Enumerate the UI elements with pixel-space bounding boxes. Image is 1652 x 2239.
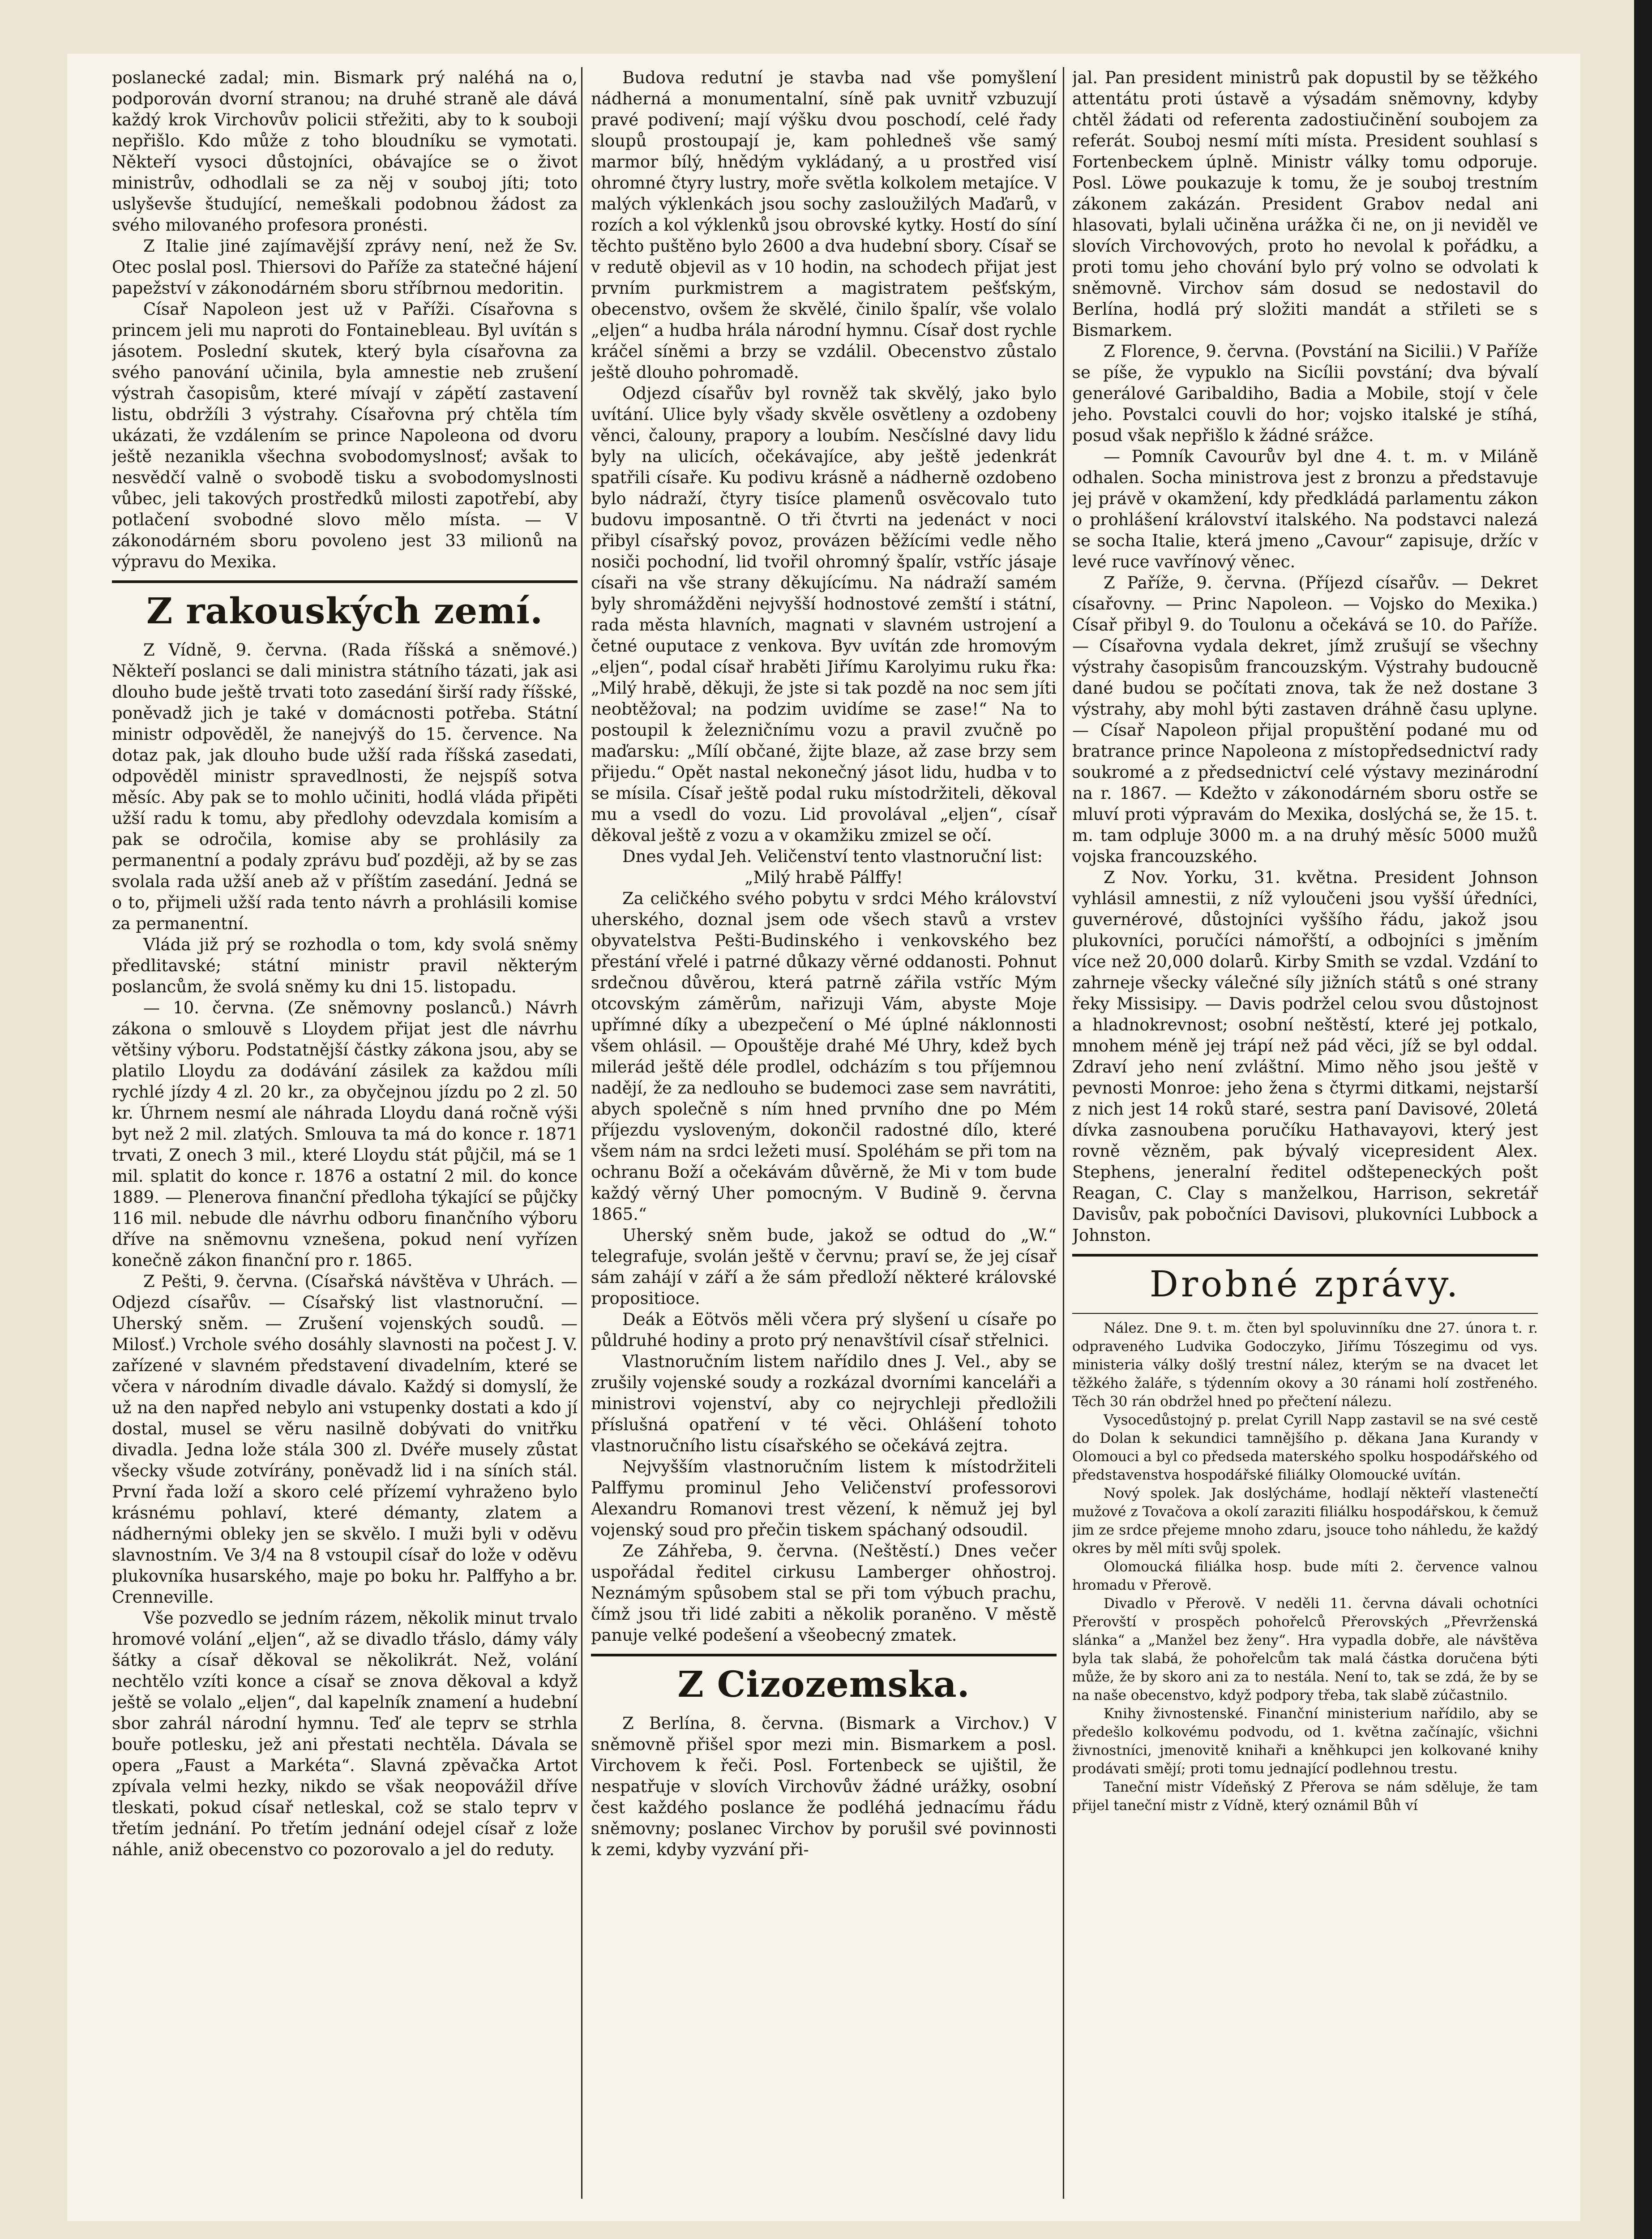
news-item: Nález. Dne 9. t. m. čten byl spoluvinníku dne 27. února t. r. odpraveného Ludvika Godoczyko, Jiřímu Tószegimu od vys. ministeria války došlý trestní nález, kterým se na dvacet let těžkého žaláře, s týdenním okovy a 30 ránami holí zostřeného. Těch 30 rán obdržel hned po přečtení nálezu. bbox=[1072, 1320, 1538, 1410]
article-paragraph: Z Pešti, 9. června. (Císařská návštěva v Uhrách. — Odjezd císařův. — Císařský list vlastnoruční. — Uherský sněm. — Zrušení vojenských soudů. — Milosť.) Vrchole svého dosáhly slavnosti na počest J. V. zařízené v slavném představení divadelním, které se včera v národním divadle dávalo. Každý si domyslí, že už na den napřed nebylo ani vstupenky dostati a kdo jí dostal, musel se věru nasilně dobývati do vnitřku divadla. Jedna lože stála 300 zl. Dvéře musely zůstat všecky všude zotvírány, poněvadž lid i na síních stál. První řada loží a skoro celé přízemí vyhraženo bylo krásnému pohlaví, které démanty, zlatem a nádhernými obleky jen se skvělo. I muži byli v oděvu slavnostním. Ve 3/4 na 8 vstoupil císař do lože v oděvu plukovníka husarského, maje po boku hr. Palffyho a br. Crenneville. bbox=[112, 1272, 578, 1607]
section-rule bbox=[1072, 1313, 1538, 1314]
scan-edge bbox=[1634, 0, 1652, 2239]
news-item: Divadlo v Přerově. V neděli 11. června dávali ochotníci Přerovští v prospěch pohořelců Přerovských „Převrženská slánka“ a „Manžel bez ženy“. Hra vypadla dobře, ale návštěva byla tak slabá, že pohořelcům tak malá částka doručena býti může, že by skoro ani za to nestála. Není to, tak se zdá, že by se na naše obecenstvo, když podpory třeba, tak slabě zúčastnilo. bbox=[1072, 1596, 1538, 1703]
article-paragraph: Císař Napoleon jest už v Paříži. Císařovna s princem jeli mu naproti do Fontainebleau. Byl uvítán s jásotem. Poslední skutek, který byla císařovna za svého panování učinila, byla amnestie neb zrušení výstrah časopisům, které mívají v zápětí zastavení listu, obdržíli 3 výstrahy. Císařovna prý chtěla tím ukázati, že vzdálením se prince Napoleona od dvoru ještě nezanikla všechna svobodomyslnosť; avšak to nesvědčí valně o svobodě tisku a svobodomyslnosti vůbec, jeli takových prostředků milosti zapotřebí, aby potlačení svobodné slovo mělo místa. — V zákonodárném sboru povoleno jest 33 milionů na výpravu do Mexika. bbox=[112, 300, 578, 571]
news-item: Knihy živnostenské. Finanční ministerium nařídilo, aby se předešlo kolkovému podvodu, od 1. května začínajíc, všichni živnostníci, jmenovitě knihaři a kněhkupci jen kolkované knihy prodávati smějí; proti tomu jednající podlehnou trestu. bbox=[1072, 1706, 1538, 1777]
article-paragraph: Z Italie jiné zajímavější zprávy není, než že Sv. Otec poslal posl. Thiersovi do Paříže za statečné hájení papežství v zákonodárném sboru stříbrnou medoritin. bbox=[112, 236, 578, 298]
section-rule bbox=[1072, 1254, 1538, 1257]
article-paragraph: Z Paříže, 9. června. (Příjezd císařův. — Dekret císařovny. — Princ Napoleon. — Vojsko do Mexika.) Císař přibyl 9. do Toulonu a očekává se 10. do Paříže. — Císařovna vydala dekret, jímž zrušují se všechny výstrahy časopisům francouzským. Výstrahy budoucně dané budou se počítati znova, tak že než dostane 3 výstrahy, aby mohl býti zastaven dráhně času uplyne. — Císař Napoleon přijal propuštění podané mu od bratrance prince Napoleona z místopředsednictví rady soukromé a z předsednictví celé výstavy mezinárodní na r. 1867. — Kdežto v zákonodárném sboru ostře se mluví proti výpravám do Mexika, doslýchá se, že 15. t. m. tam odpluje 3000 m. a na druhý měsíc 5000 mužů vojska francouzského. bbox=[1072, 573, 1538, 866]
section-title-short-news: Drobné zprávy. bbox=[1149, 1263, 1461, 1305]
article-paragraph: Z Nov. Yorku, 31. května. President Johnson vyhlásil amnestii, z níž vyloučeni jsou vyšší úředníci, guvernérové, důstojníci vyššího řádu, jakož jsou plukovníci, poručíci námořští, a odbojníci s jměním více než 20,000 dolarů. Kirby Smith se vzdal. Vzdání to zahrneje všecky válečné síly jižních států s oné strany řeky Missisipy. — Davis podržel celou svou důstojnost a hladnokrevnost; osobní neštěstí, které jej potkalo, mnohem méně jej trápí než pád věci, jíž se byl oddal. Zdraví jeho není zvláštní. Mimo něho jsou ještě v pevnosti Monroe: jeho žena s čtyrmi ditkami, nejstarší z nich jest 14 roků staré, sestra paní Davisové, 20letá dívka zasnoubena poručíku Hathavayovi, který jest rovně vězněm, pak bývalý vicepresident Alex. Stephens, jeneralní ředitel odštepeneckých pošt Reagan, C. Clay s manželkou, Harrison, sekretář Davisův, pak pobočníci Davisovi, plukovníci Lubbock a Johnston. bbox=[1072, 868, 1538, 1245]
article-paragraph: — 10. června. (Ze sněmovny poslanců.) Návrh zákona o smlouvě s Lloydem přijat jest dle návrhu většiny výboru. Podstatnější částky zákona jsou, aby se platilo Lloydu za dodávání zásilek za každou míli rychlé jízdy 4 zl. 20 kr., za obyčejnou jízdu po 2 zl. 50 kr. Úhrnem nesmí ale náhrada Lloydu daná ročně výši byt než 2 mil. zlatých. Smlouva ta má do konce r. 1871 trvati, Z onech 3 mil., které Lloydu stát půjčil, má se 1 mil. splatit do konce r. 1876 a ostatní 2 mil. do konce 1889. — Plenerova finanční předloha týkající se půjčky 116 mil. nebude dle návrhu odboru finančního výboru dříve na sněmovnu vznešena, pokud není vyřízen konečně zákon finanční pro r. 1865. bbox=[112, 998, 578, 1270]
newspaper-page bbox=[67, 54, 1580, 2221]
article-paragraph: poslanecké zadal; min. Bismark prý naléhá na o, podporován dvorní stranou; na druhé straně ale dává každý krok Virchovův policii střežiti, aby to k souboji nepřišlo. Kdo může z toho bloudníku se vymotati. Někteří vysoci důstojníci, obávajíce se o život ministrův, odhodlali se za něj v souboj jíti; toto uslyševše študující, nemeškali podobnou žádost za svého milovaného profesora pronésti. bbox=[112, 68, 578, 235]
article-paragraph: jal. Pan president ministrů pak dopustil by se těžkého attentátu proti ústavě a výsadám sněmovny, kdyby chtěl žádati od referenta zadostiučinění soubojem za referát. Souboj nesmí míti místa. President souhlasí s Fortenbeckem úplně. Ministr války tomu odporuje. Posl. Löwe poukazuje k tomu, že je souboj trestním zákonem zakázán. President Grabov nedal ani hlasovati, bylali učiněna urážka či ne, on ji neviděl ve slovích Virchovových, proto ho nevolal k pořádku, a proti tomu jeho chování bylo prý volno se odvolati k sněmovně. Virchov sám dosud se nedostavil do Berlína, hodlá prý složiti mandát a střileti se s Bismarkem. bbox=[1072, 68, 1538, 340]
article-paragraph: Budova redutní je stavba nad vše pomyšlení nádherná a monumentalní, síně pak uvnitř vzbuzují pravé podivení; mají výšku dvou poschodí, celé řady sloupů prostoupají je, kam pohledneš vše samý marmor bílý, hnědým vykládaný, a u prostřed visí ohromné čtyry lustry, moře světla kolkolem metajíce. V malých výklenkách jsou sochy zasloužilých Maďarů, v rozích a kol výklenků jsou obrovské kytky. Hostí do síní těchto puštěno bylo 2600 a dva hudební sbory. Císař se v redutě objevil as v 10 hodin, na schodech přijat jest prvním purkmistrem a magistratem pešťským, obecenstvo, ovšem že skvělé, činilo špalír, vše volalo „eljen“ a hudba hrála národní hymnu. Císař dost rychle kráčel síněmi a brzy se vzdálil. Obecenstvo zůstalo ještě dlouho pohromadě. bbox=[591, 68, 1057, 382]
letter-body: Za celičkého svého pobytu v srdci Mého království uherského, doznal jsem ode všech stavů a vrstev obyvatelstva Pešti-Budinského i venkovského bez přestání vřelé i patrné důkazy věrné oddanosti. Pohnut srdečnou důvěrou, která patrně zářila vstříc Mým otcovským záměrům, nařizuji Vám, abyste Moje upřímné díky a ubezpečení o Mé úplné náklonnosti všem ohlásil. — Opouštěje drahé Mé Uhry, kdež bych milerád ještě déle prodlel, odcházím s tou příjemnou nadějí, že za nedlouho se budemoci zase sem navrátiti, abych společně s ním hned prvního dne po Mém příjezdu vysloveným, dokončil radostné dílo, které všem nám na srdci ležeti musí. Spoléhám se při tom na ochranu Boží a očekávám důvěrně, že Mi v tom bude každý věrný Uher pomocným. V Budině 9. června 1865.“ bbox=[591, 889, 1057, 1224]
article-paragraph: Dnes vydal Jeh. Veličenství tento vlastnoruční list: bbox=[622, 847, 1043, 866]
news-item: Vysocedůstojný p. prelat Cyrill Napp zastavil se na své cestě do Dolan k sekundici tamnějšího p. děkana Jana Kurandy v Olomouci a byl co předseda materského spolku hospodářského od představenstva hospodářské filiálky Olomoucké uvítán. bbox=[1072, 1412, 1538, 1483]
section-rule bbox=[591, 1654, 1057, 1656]
news-item: Olomoucká filiálka hosp. bude míti 2. července valnou hromadu v Přerově. bbox=[1072, 1559, 1538, 1593]
section-title-domestic: Z rakouských zemí. bbox=[146, 590, 544, 632]
article-paragraph: Z Berlína, 8. června. (Bismark a Virchov.) V sněmovně přišel spor mezi min. Bismarkem a posl. Virchovem k řeči. Posl. Fortenbeck se ujištil, že nespatřuje v slovích Virchovův žádné urážky, osobní čest každého poslance že podléhá jednacímu řádu sněmovny; poslanec Virchov by porušil své povinnosti k zemi, kdyby vyzvání při- bbox=[591, 1714, 1057, 1859]
column-divider bbox=[1063, 67, 1064, 2199]
article-paragraph: — Pomník Cavourův byl dne 4. t. m. v Miláně odhalen. Socha ministrova jest z bronzu a představuje jej právě v okamžení, kdy předkládá parlamentu zákon o prohlášení království italského. Na podstavci nalezá se socha Italie, která jmeno „Cavour“ zapisuje, držíc v levé ruce vavřínový věnec. bbox=[1072, 447, 1538, 571]
column-2 bbox=[591, 67, 1057, 2199]
article-paragraph: Ze Záhřeba, 9. června. (Neštěstí.) Dnes večer uspořádal ředitel cirkusu Lamberger ohňostroj. Neznámým spůsobem stal se při tom výbuch prachu, čímž jsou tři lidé zabiti a několik poraněno. V městě panuje velké podešení a všeobecný zmatek. bbox=[591, 1541, 1057, 1645]
article-paragraph: Uherský sněm bude, jakož se odtud do „W.“ telegrafuje, svolán ještě v červnu; praví se, že jej císař sám zahájí v září a že sám předloží některé královské propositioce. bbox=[591, 1226, 1057, 1308]
article-paragraph: Z Florence, 9. června. (Povstání na Sicilii.) V Paříže se píše, že vypuklo na Sicílii povstání; dva bývalí generálové Garibaldiho, Badia a Mobile, stojí v čele jeho. Povstalci couvli do hor; vojsko italské je stíhá, posud však nepřišlo k žádné srážce. bbox=[1072, 342, 1538, 445]
section-rule bbox=[112, 580, 578, 583]
column-divider bbox=[581, 67, 582, 2199]
letter-salutation: „Milý hrabě Pálffy! bbox=[745, 868, 903, 887]
article-paragraph: Vlastnoručním listem nařídilo dnes J. Vel., aby se zrušily vojenské soudy a rozkázal dvorními kanceláři a ministrovi vojenství, aby co nejrychleji předložili příslušná opatření v té věci. Ohlášení tohoto vlastnoručního listu císařského se očekává zejtra. bbox=[591, 1352, 1057, 1455]
section-title-foreign: Z Cizozemska. bbox=[677, 1663, 970, 1705]
column-3 bbox=[1072, 67, 1538, 2199]
article-paragraph: Nejvyšším vlastnoručním listem k místodržiteli Palffymu prominul Jeho Veličenství professorovi Alexandru Romanovi trest vězení, k němuž jej byl vojenský soud pro přečin tiskem spáchaný odsoudil. bbox=[591, 1457, 1057, 1540]
article-paragraph: Z Vídně, 9. června. (Rada říšská a sněmové.) Někteří poslanci se dali ministra státního tázati, jak asi dlouho bude ještě trvati toto zasedání širší rady říšské, poněvadž jich je také v domácnosti potřeba. Státní ministr odpověděl, že nanejvýš do 15. července. Na dotaz pak, jak dlouho bude užší rada říšská zasedati, odpověděl ministr spravedlnosti, že nejspíš sotva měsíc. Aby pak se to mohlo učiniti, hodlá vláda připěti užší radu k tomu, aby předlohy odevzdala komisím a pak se odročila, komise aby se prohlásily za permanentní a podaly zprávu buď později, až by se zas svolala rada užší aneb až v příštím zasedání. Jedná se o to, přijmeli užší rada tento návrh a prohlásili komise za permanentní. bbox=[112, 640, 578, 933]
article-paragraph: Deák a Eötvös měli včera prý slyšení u císaře po půldruhé hodiny a proto prý nenavštívil císař střelnici. bbox=[591, 1310, 1057, 1350]
article-paragraph: Vše pozvedlo se jedním rázem, několik minut trvalo hromové volání „eljen“, až se divadlo třáslo, dámy vály šátky a císař děkoval se několikrát. Než, volání nechtělo vzíti konce a císař se znova děkoval a když ještě se volalo „eljen“, dal kapelník znamení a hudební sbor zahrál národní hymnu. Teď ale teprv se strhla bouře potlesku, jež ani přestati nechtěla. Dávala se opera „Faust a Markéta“. Slavná zpěvačka Artot zpívala velmi hezky, nikdo se však neopovážil dříve tleskati, pokud císař netleskal, což se stalo teprv v třetím jednání. Po třetím jednání odejel císař z lože náhle, aniž obecenstvo co pozorovalo a jel do reduty. bbox=[112, 1608, 578, 1859]
news-item: Taneční mistr Vídeňský Z Přerova se nám sděluje, že tam přijel taneční mistr z Vídně, který oznámil Bůh ví bbox=[1072, 1779, 1538, 1814]
column-1 bbox=[112, 67, 578, 2199]
article-paragraph: Vláda již prý se rozhodla o tom, kdy svolá sněmy předlitavské; státní ministr pravil některým poslancům, že svolá sněmy ku dni 15. listopadu. bbox=[112, 935, 578, 996]
article-paragraph: Odjezd císařův byl rovněž tak skvělý, jako bylo uvítání. Ulice byly všady skvěle osvětleny a ozdobeny věnci, čalouny, prapory a loubím. Nesčíslné davy lidu byly na ulicích, očekávajíce, aby ještě jedenkrát spatřili císaře. Ku podivu krásně a nádherně ozdobeno bylo nádraží, čtyry tisíce plamenů osvěcovalo tuto budovu imposantně. O tři čtvrti na jedenáct v noci přibyl císařský povoz, provázen běžícími vedle něho nosiči pochodní, lid tvořil ohromný špalír, vstříc jásaje císaři na vše strany děkujícímu. Na nádraží samém byly shromážděni nejvyšší hodnostové zemští i státní, rada města hlavních, magnati v slavném ustrojení a četné ouputace z venkova. Byv uvítán zde hromovým „eljen“, podal císař hraběti Jiřímu Karolyimu ruku řka: „Milý hrabě, děkuji, že jste si tak pozdě na noc sem jíti neobtěžoval; na podzim uvidíme se zase!“ Na to postoupil k železničnímu vozu a pravil zvučně po maďarsku: „Mílí občané, žijte blaze, až zase brzy sem přijedu.“ Opět nastal nekonečný jásot lidu, hudba v to se mísila. Císař ještě podal ruku místodržiteli, děkoval mu a vsedl do vozu. Lid provolával „eljen“, císař děkoval ještě z vozu a v okamžiku zmizel se očí. bbox=[591, 384, 1057, 845]
news-item: Nový spolek. Jak doslýcháme, hodlají někteří vlastenečtí mužové z Tovačova a okolí zaraziti filiálku hospodářskou, k čemuž jim ze srdce přejeme mnoho zdaru, jsouce toho náhledu, že každý okres by měl míti svůj spolek. bbox=[1072, 1485, 1538, 1557]
